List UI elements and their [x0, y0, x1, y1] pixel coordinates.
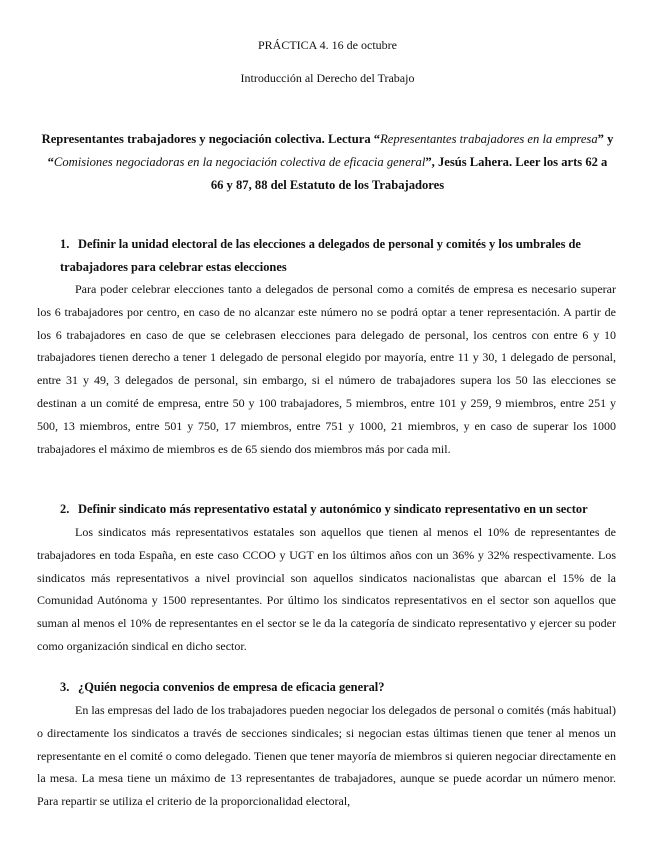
section-3-title — [60, 676, 620, 699]
intro-text-3: ”, Jesús Lahera. Leer los arts 62 a 66 y 87, 88 del Estatuto de los Trabajadores — [210, 155, 608, 192]
section-2-title-text: Definir sindicato más representativo estatal y autonómico y sindicato representativo en un sector — [78, 502, 588, 516]
intro-reading-1: Representantes trabajadores en la empresa — [380, 132, 598, 146]
section-1-title-text: Definir la unidad electoral de las elecciones a delegados de personal y comités y los umbrales de trabajadores para celebrar estas elecciones — [60, 237, 581, 274]
intro-reading-2: Comisiones negociadoras en la negociación colectiva de eficacia general — [53, 155, 426, 169]
section-2-body: Los sindicatos más representativos estatales son aquellos que tienen al menos el 10% de representantes de trabajadores en toda España, en este caso CCOO y UGT en los últimos años con un 36% y 32% respectivamente. Los sindicatos más representativos a nivel provincial son aquellos sindicatos nacionalistas que abarcan el 15% de la Comunidad Autónoma y 1500 representantes. Por último los sindicatos representativos en el sector son aquellos que suman al menos el 10% de representantes en el sector se le da la categoría de sindicato representativo y ejercer su poder como organización sindical en dicho sector. — [37, 525, 616, 653]
section-1-title — [60, 233, 620, 279]
assignment-heading — [40, 128, 615, 197]
section-3-title-text: ¿Quién negocia convenios de empresa de eficacia general? — [78, 680, 385, 694]
section-1-number: 1. — [60, 237, 70, 251]
intro-text-2: ” y “ — [47, 132, 614, 169]
page-title: PRÁCTICA 4. 16 de octubre — [258, 38, 397, 52]
section-2-number: 2. — [60, 502, 70, 516]
section-3-body: En las empresas del lado de los trabajadores pueden negociar los delegados de personal o comités (más habitual) o directamente los sindicatos a través de secciones sindicales; si negocian estas últimas tienen que tener al menos un representante en el comité o como delegado. Tienen que tener mayoría de miembros si quieren negociar directamente en la mesa. La mesa tiene un máximo de 13 representantes de trabajadores, aunque se puede acordar un número menor. Para repartir se utiliza el criterio de la proporcionalidad electoral, — [37, 703, 616, 809]
section-2-title — [60, 498, 620, 521]
section-3-number: 3. — [60, 680, 70, 694]
section-1-body: Para poder celebrar elecciones tanto a delegados de personal como a comités de empresa es necesario superar los 6 trabajadores por centro, en caso de no alcanzar este número no se podrá optar a tener representación. A partir de los 6 trabajadores en caso de que se celebrasen elecciones para delegado de personal, los centros con entre 6 y 10 trabajadores tienen derecho a tener 1 delegado de personal elegido por mayoría, entre 11 y 30, 1 delegado de personal, entre 31 y 49, 3 delegados de personal, sin embargo, si el número de trabajadores supera los 50 las elecciones se destinan a un comité de empresa, entre 50 y 100 trabajadores, 5 miembros, entre 101 y 259, 9 miembros, entre 251 y 500, 13 miembros, entre 501 y 750, 17 miembros, entre 751 y 1000, 21 miembros, y en caso de superar los 1000 trabajadores el máximo de miembros es de 65 siendo dos miembros más por cada mil. — [37, 282, 616, 456]
intro-text-1: Representantes trabajadores y negociación colectiva. Lectura “ — [41, 132, 381, 146]
page-subtitle: Introducción al Derecho del Trabajo — [240, 71, 415, 85]
